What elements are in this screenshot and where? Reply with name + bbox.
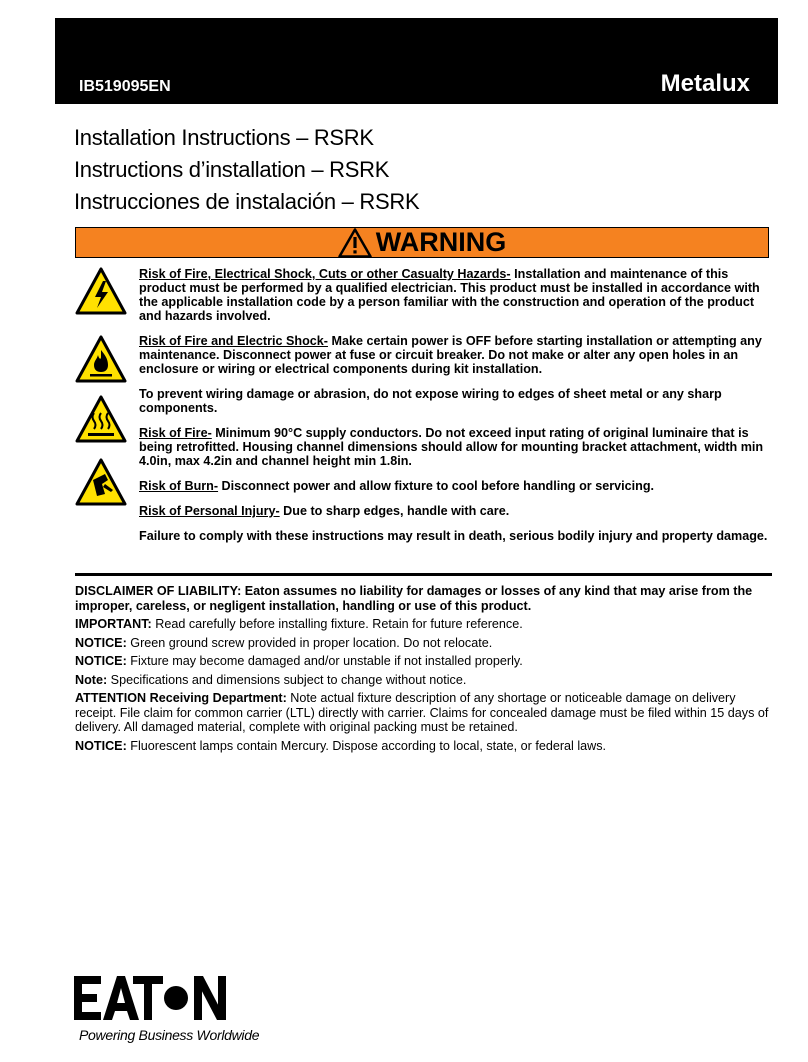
warning-paragraph: Risk of Fire and Electric Shock- Make certain power is OFF before starting installation or attempting any maintenance. Disconnect power at fuse or circuit breaker. Do not make or alter any open holes in an enclosure or wiring or electrical components during kit installation. [139, 334, 762, 376]
warning-label: WARNING [375, 227, 507, 257]
warning-bar [75, 227, 769, 258]
tagline: Powering Business Worldwide [79, 1027, 260, 1043]
warning-paragraph: Risk of Fire- Minimum 90°C supply conductors. Do not exceed input rating of original luminaire that is being retrofitted. Housing channel dimensions should allow for mounting bracket attachment, width min 4.0in, max 4.2in and channel height min 1.8in. [139, 426, 764, 468]
receiving-department-notice: ATTENTION Receiving Department: Note actual fixture description of any shortage or noticeable damage on delivery receipt. File claim for common carrier (LTL) directly with carrier. Claims for concealed damage must be filed within 15 days of delivery. All damaged material, complete with original packing must be retained. [75, 691, 769, 734]
warning-paragraph: Risk of Fire, Electrical Shock, Cuts or other Casualty Hazards- Installation and maintenance of this product must be performed by a qualified electrician. This product must be installed in accordance with the applicable installation code by a person familiar with the construction and operation of the product and hazards involved. [139, 267, 760, 323]
electric-shock-icon [75, 267, 127, 315]
brand-name: Metalux [660, 70, 750, 97]
fixture-damage-notice: NOTICE: Fixture may become damaged and/or unstable if not installed properly. [75, 654, 523, 668]
disclaimer-notice: DISCLAIMER OF LIABILITY: Eaton assumes no liability for damages or losses of any kind that may arise from the improper, careless, or negligent installation, handling or use of this product. [75, 584, 753, 613]
warning-body [139, 267, 774, 554]
ground-screw-notice: NOTICE: Green ground screw provided in proper location. Do not relocate. [75, 635, 493, 650]
warning-paragraph: To prevent wiring damage or abrasion, do not expose wiring to edges of sheet metal or any sharp components. [139, 387, 722, 415]
warning-paragraph: Risk of Personal Injury- Due to sharp edges, handle with care. [139, 504, 510, 518]
title-french: Instructions d’installation – RSRK [74, 157, 390, 182]
fire-icon [75, 335, 127, 383]
title-english: Installation Instructions – RSRK [74, 125, 374, 150]
header-bar [55, 18, 778, 104]
eaton-logo [74, 976, 226, 1020]
warning-triangle-icon [338, 228, 372, 258]
warning-paragraph: Failure to comply with these instructions may result in death, serious bodily injury and property damage. [139, 529, 768, 543]
cut-hazard-icon [75, 458, 127, 506]
section-divider [75, 573, 772, 576]
hot-surface-icon [75, 395, 127, 443]
title-spanish: Instrucciones de instalación – RSRK [74, 189, 420, 214]
specifications-note: Note: Specifications and dimensions subject to change without notice. [75, 672, 467, 687]
notices-block [75, 584, 775, 757]
title-block [74, 122, 774, 218]
mercury-notice: NOTICE: Fluorescent lamps contain Mercury. Dispose according to local, state, or federal laws. [75, 738, 607, 753]
document-id: IB519095EN [79, 78, 171, 95]
important-notice: IMPORTANT: Read carefully before installing fixture. Retain for future reference. [75, 617, 523, 631]
warning-paragraph: Risk of Burn- Disconnect power and allow fixture to cool before handling or servicing. [139, 479, 655, 493]
